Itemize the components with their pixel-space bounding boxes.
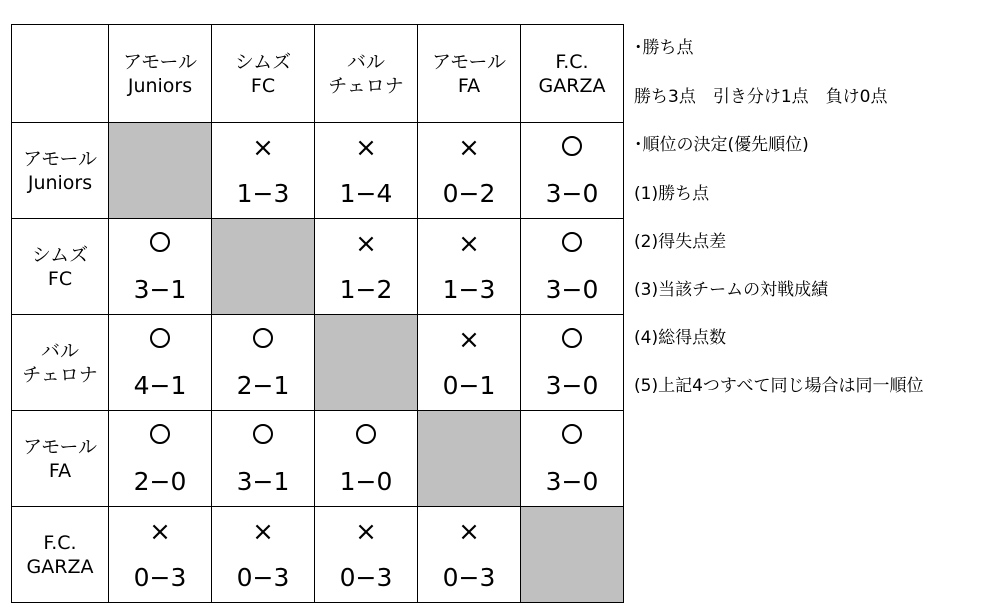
table-row [12,411,624,507]
table-row [12,219,624,315]
column-header-team [109,25,212,123]
loss-cross-icon: × [149,516,171,547]
team-name-line1: F.C. [43,531,77,554]
team-name-line1: シムズ [234,50,292,73]
team-name-line2: FA [457,74,481,97]
team-name-line2: チェロナ [22,363,98,386]
column-header-team [418,25,521,123]
result-cell [418,123,521,219]
match-score: 2−0 [133,466,187,496]
team-name-line1: アモール [122,50,198,73]
self-match-cell [212,219,315,315]
loss-cross-icon: × [458,228,480,259]
result-cell [418,315,521,411]
result-cell [109,219,212,315]
table-row [12,123,624,219]
loss-cross-icon: × [458,516,480,547]
circle-icon [562,232,582,252]
team-name-line1: バル [40,339,79,362]
row-header-team [12,123,109,219]
self-match-cell [418,411,521,507]
result-cell [109,507,212,603]
team-name [12,147,108,195]
team-name-line2: GARZA [26,555,94,578]
team-name-line2: FC [250,74,276,97]
team-name [109,50,211,98]
result-cell [315,411,418,507]
row-header-team [12,507,109,603]
circle-icon [150,328,170,348]
loss-cross-icon: × [252,516,274,547]
result-cell [521,219,624,315]
league-table [11,24,624,603]
rule-line: 勝ち3点 引き分け1点 負け0点 [634,87,888,107]
loss-cross-icon: × [355,132,377,163]
column-header-team [521,25,624,123]
match-score: 1−3 [236,178,290,208]
rule-line: (1)勝ち点 [634,184,710,204]
result-cell [521,315,624,411]
result-cell [212,507,315,603]
team-name-line1: アモール [22,147,98,170]
result-cell [212,123,315,219]
match-score: 1−3 [442,274,496,304]
match-score: 0−3 [133,562,187,592]
loss-cross-icon: × [355,228,377,259]
match-score: 1−2 [339,274,393,304]
team-name [418,50,520,98]
match-score: 3−0 [545,370,599,400]
team-name-line2: Juniors [127,74,193,97]
team-name-line1: シムズ [31,243,89,266]
win-circle-icon [562,133,582,163]
circle-icon [562,136,582,156]
loss-cross-icon: × [458,132,480,163]
team-name-line1: アモール [431,50,507,73]
circle-icon [562,328,582,348]
win-circle-icon [150,325,170,355]
team-name-line2: Juniors [27,171,93,194]
team-name-line1: バル [346,50,385,73]
team-name-line1: F.C. [555,50,589,73]
team-name-line1: アモール [22,435,98,458]
self-match-cell [315,315,418,411]
circle-icon [150,232,170,252]
match-score: 4−1 [133,370,187,400]
match-score: 3−1 [236,466,290,496]
win-circle-icon [253,325,273,355]
team-name [12,339,108,387]
match-score: 3−0 [545,274,599,304]
match-score: 2−1 [236,370,290,400]
rule-line: (3)当該チームの対戦成績 [634,280,829,300]
result-cell [315,219,418,315]
team-name [12,243,108,291]
loss-cross-icon: × [355,516,377,547]
team-name [12,531,108,579]
match-score: 1−4 [339,178,393,208]
result-cell [109,315,212,411]
result-cell [418,219,521,315]
result-cell [212,411,315,507]
win-circle-icon [356,421,376,451]
row-header-team [12,315,109,411]
team-name [212,50,314,98]
circle-icon [253,328,273,348]
self-match-cell [109,123,212,219]
win-circle-icon [562,325,582,355]
team-name [315,50,417,98]
match-score: 3−0 [545,466,599,496]
header-row [12,25,624,123]
team-name-line2: チェロナ [328,74,404,97]
column-header-team [212,25,315,123]
match-score: 0−2 [442,178,496,208]
circle-icon [253,424,273,444]
table-row [12,507,624,603]
row-header-team [12,411,109,507]
result-cell [212,315,315,411]
team-name-line2: FA [48,459,72,482]
match-score: 0−3 [236,562,290,592]
result-cell [418,507,521,603]
win-circle-icon [562,229,582,259]
match-score: 1−0 [339,466,393,496]
circle-icon [150,424,170,444]
self-match-cell [521,507,624,603]
column-header-team [315,25,418,123]
table-row [12,315,624,411]
rule-line: (4)総得点数 [634,328,727,348]
team-name [12,435,108,483]
win-circle-icon [562,421,582,451]
circle-icon [356,424,376,444]
match-score: 3−0 [545,178,599,208]
loss-cross-icon: × [458,324,480,355]
match-score: 0−3 [442,562,496,592]
corner-cell [12,25,109,123]
rule-line: ･順位の決定(優先順位) [634,135,809,155]
match-score: 3−1 [133,274,187,304]
row-header-team [12,219,109,315]
result-cell [109,411,212,507]
team-name [521,50,623,98]
win-circle-icon [150,421,170,451]
win-circle-icon [253,421,273,451]
result-cell [521,411,624,507]
rule-line: (5)上記4つすべて同じ場合は同一順位 [634,376,924,396]
team-name-line2: GARZA [538,74,606,97]
rule-line: ･勝ち点 [634,38,694,58]
match-score: 0−3 [339,562,393,592]
win-circle-icon [150,229,170,259]
rule-line: (2)得失点差 [634,232,727,252]
loss-cross-icon: × [252,132,274,163]
result-cell [521,123,624,219]
team-name-line2: FC [47,267,73,290]
match-score: 0−1 [442,370,496,400]
result-cell [315,507,418,603]
circle-icon [562,424,582,444]
result-cell [315,123,418,219]
